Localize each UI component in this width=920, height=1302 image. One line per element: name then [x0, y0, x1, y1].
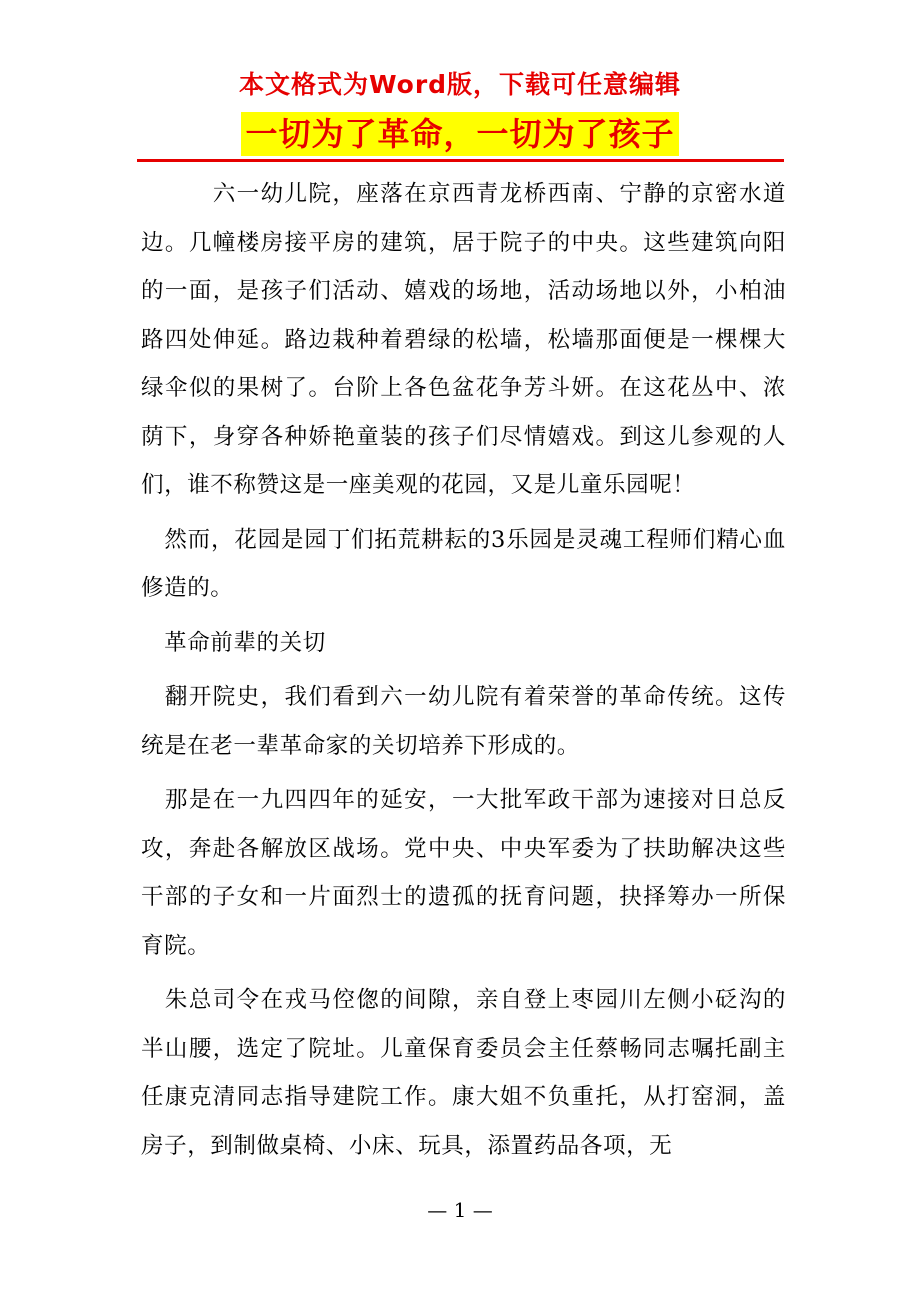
page-number: — 1 — — [427, 1198, 493, 1222]
document-title: 一切为了革命，一切为了孩子 — [241, 112, 678, 156]
title-divider — [137, 159, 784, 162]
paragraph-zhu-de: 朱总司令在戎马倥偬的间隙，亲自登上枣园川左侧小砭沟的半山腰，选定了院址。儿童保育委员会主任蔡畅同志嘱托副主任康克清同志指导建院工作。康大姐不负重托，从打窑洞，盖房子，到制做桌椅、小床、玩具，添置药品各项，无 — [141, 987, 786, 1159]
format-notice: 本文格式为Word版，下载可任意编辑 — [238, 70, 682, 99]
paragraph-however: 然而，花园是园丁们拓荒耕耘的3乐园是灵魂工程师们精心血修造的。 — [141, 526, 786, 601]
section-heading: 革命前辈的关切 — [141, 629, 326, 656]
paragraph-yanan: 那是在一九四四年的延安，一大批军政干部为速接对日总反攻，奔赴各解放区战场。党中央、中央军委为了扶助解决这些干部的子女和一片面烈士的遗孤的抚育问题，抉择筹办一所保育院。 — [141, 787, 786, 959]
paragraph-history: 翻开院史，我们看到六一幼儿院有着荣誉的革命传统。这传统是在老一辈革命家的关切培养下形成的。 — [141, 684, 786, 759]
document-body — [141, 170, 786, 1170]
title-container — [0, 112, 920, 156]
paragraph-intro: 六一幼儿院，座落在京西青龙桥西南、宁静的京密水道边。几幢楼房接平房的建筑，居于院子的中央。这些建筑向阳的一面，是孩子们活动、嬉戏的场地，活动场地以外，小柏油路四处伸延。路边栽种着碧绿的松墙，松墙那面便是一棵棵大绿伞似的果树了。台阶上各色盆花争芳斗妍。在这花丛中、浓荫下，身穿各种娇艳童装的孩子们尽情嬉戏。到这儿参观的人们，谁不称赞这是一座美观的花园，又是儿童乐园呢！ — [141, 181, 786, 498]
